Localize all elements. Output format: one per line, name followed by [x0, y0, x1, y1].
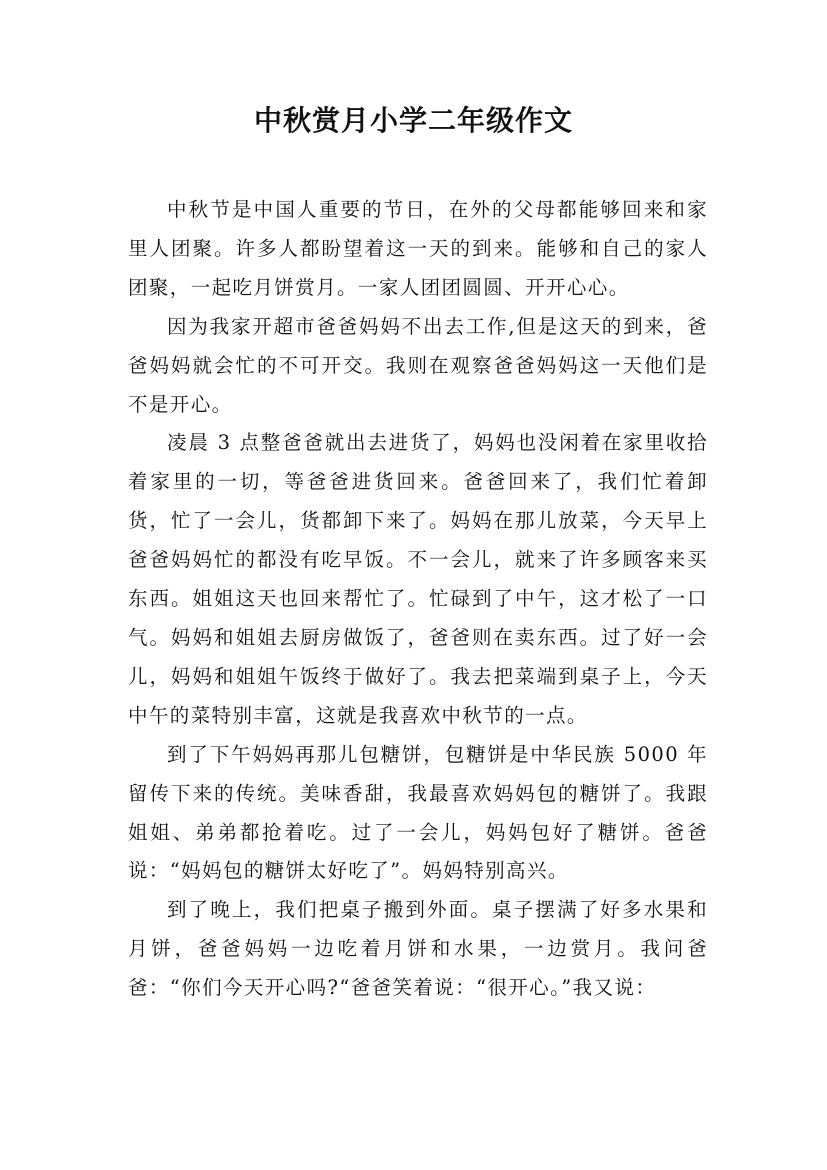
document-title: 中秋赏月小学二年级作文	[253, 104, 573, 137]
paragraph: 到了下午妈妈再那儿包糖饼，包糖饼是中华民族 5000 年留传下来的传统。美味香甜，我最喜欢妈妈包的糖饼了。我跟姐姐、弟弟都抢着吃。过了一会儿，妈妈包好了糖饼。爸爸说：“妈妈包的糖饼太好吃了”。妈妈特别高兴。	[128, 742, 708, 883]
paragraph: 中秋节是中国人重要的节日，在外的父母都能够回来和家里人团聚。许多人都盼望着这一天的到来。能够和自己的家人团聚，一起吃月饼赏月。一家人团团圆圆、开开心心。	[128, 198, 708, 299]
document-body	[128, 191, 708, 1008]
paragraph: 到了晚上，我们把桌子搬到外面。桌子摆满了好多水果和月饼，爸爸妈妈一边吃着月饼和水果，一边赏月。我问爸爸：“你们今天开心吗?“爸爸笑着说：“很开心。”我又说：	[128, 898, 708, 1000]
paragraph: 因为我家开超市爸爸妈妈不出去工作,但是这天的到来，爸爸妈妈就会忙的不可开交。我则在观察爸爸妈妈这一天他们是不是开心。	[128, 314, 708, 416]
paragraph: 凌晨 3 点整爸爸就出去进货了，妈妈也没闲着在家里收拾着家里的一切，等爸爸进货回来。爸爸回来了，我们忙着卸货，忙了一会儿，货都卸下来了。妈妈在那儿放菜，今天早上爸爸妈妈忙的都没有吃早饭。不一会儿，就来了许多顾客来买东西。姐姐这天也回来帮忙了。忙碌到了中午，这才松了一口气。妈妈和姐姐去厨房做饭了，爸爸则在卖东西。过了好一会儿，妈妈和姐姐午饭终于做好了。我去把菜端到桌子上，今天中午的菜特别丰富，这就是我喜欢中秋节的一点。	[128, 431, 708, 727]
